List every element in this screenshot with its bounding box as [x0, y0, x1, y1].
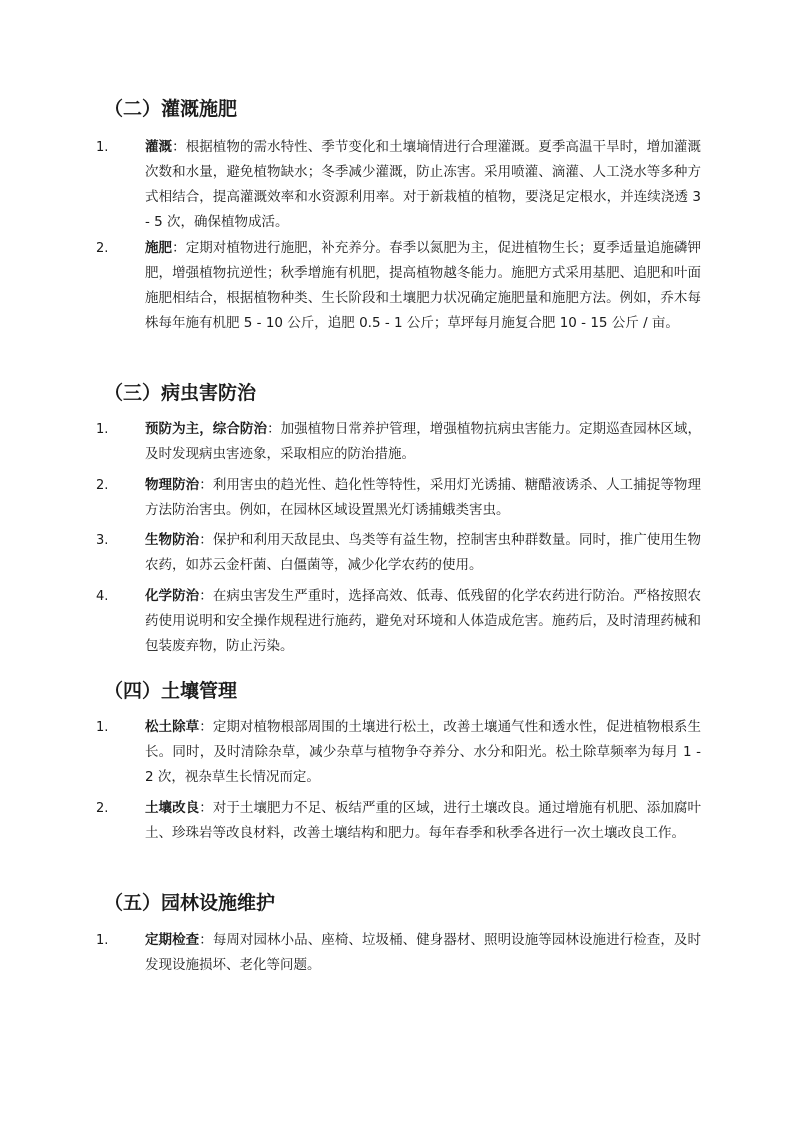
item-body: 每周对园林小品、座椅、垃圾桶、健身器材、照明设施等园林设施进行检查，及时发现设施损坏、老化等问题。 [145, 932, 701, 973]
item-separator: ： [267, 421, 281, 437]
list-number: 1. [96, 720, 109, 735]
item-term: 物理防治 [145, 477, 200, 493]
item-body: 根据植物的需水特性、季节变化和土壤墒情进行合理灌溉。夏季高温干旱时，增加灌溉次数和水量，避免植物缺水；冬季减少灌溉，防止冻害。采用喷灌、滴灌、人工浇水等多种方式相结合，提高灌溉效率和水资源利用率。对于新栽植的植物，要浇足定根水，并连续浇透 3 - 5 次，确保植物成活。 [145, 139, 701, 230]
list-number: 2. [96, 478, 109, 493]
list-number: 2. [96, 241, 109, 256]
list-text [145, 135, 701, 235]
item-term: 施肥 [145, 240, 173, 256]
item-body: 加强植物日常养护管理，增强植物抗病虫害能力。定期巡查园林区域，及时发现病虫害迹象，采取相应的防治措施。 [145, 421, 701, 462]
list-text [145, 473, 701, 523]
list-number: 1. [96, 933, 109, 948]
item-body: 定期对植物进行施肥，补充养分。春季以氮肥为主，促进植物生长；夏季适量追施磷钾肥，增强植物抗逆性；秋季增施有机肥，提高植物越冬能力。施肥方式采用基肥、追肥和叶面施肥相结合，根据植物种类、生长阶段和土壤肥力状况确定施肥量和施肥方法。例如，乔木每株每年施有机肥 5 - 10 公斤，追肥 0.5 - 1 公斤；草坪每月施复合肥 10 - 15 公斤 / 亩。 [145, 240, 701, 331]
item-body: 在病虫害发生严重时，选择高效、低毒、低残留的化学农药进行防治。严格按照农药使用说明和安全操作规程进行施药，避免对环境和人体造成危害。施药后，及时清理药械和包装废弃物，防止污染。 [145, 588, 701, 654]
list-number: 1. [96, 140, 109, 155]
item-separator: ： [199, 532, 213, 548]
item-term: 化学防治 [145, 588, 200, 604]
item-term: 松土除草 [145, 719, 200, 735]
section-title-pest-control: （三）病虫害防治 [104, 382, 257, 404]
list-number: 3. [96, 533, 109, 548]
section-title-soil-management: （四）土壤管理 [104, 680, 238, 702]
list-number: 4. [96, 589, 109, 604]
item-term: 灌溉 [145, 139, 173, 155]
item-separator: ： [199, 800, 213, 816]
item-separator: ： [199, 932, 213, 948]
item-separator: ： [199, 588, 213, 604]
item-term: 定期检查 [145, 932, 200, 948]
list-number: 1. [96, 422, 109, 437]
item-term: 预防为主，综合防治 [145, 421, 268, 437]
item-term: 生物防治 [145, 532, 200, 548]
item-body: 利用害虫的趋光性、趋化性等特性，采用灯光诱捕、糖醋液诱杀、人工捕捉等物理方法防治害虫。例如，在园林区域设置黑光灯诱捕蛾类害虫。 [145, 477, 701, 518]
item-separator: ： [172, 240, 186, 256]
item-body: 定期对植物根部周围的土壤进行松土，改善土壤通气性和透水性，促进植物根系生长。同时，及时清除杂草，减少杂草与植物争夺养分、水分和阳光。松土除草频率为每月 1 - 2 次，视杂草生长情况而定。 [145, 719, 701, 785]
item-body: 对于土壤肥力不足、板结严重的区域，进行土壤改良。通过增施有机肥、添加腐叶土、珍珠岩等改良材料，改善土壤结构和肥力。每年春季和秋季各进行一次土壤改良工作。 [145, 800, 701, 841]
list-number: 2. [96, 801, 109, 816]
list-text [145, 796, 701, 846]
list-text [145, 715, 701, 790]
list-text [145, 928, 701, 978]
item-separator: ： [172, 139, 186, 155]
list-text [145, 528, 701, 578]
list-text [145, 584, 701, 659]
item-term: 土壤改良 [145, 800, 200, 816]
list-text [145, 417, 701, 467]
section-title-irrigation: （二）灌溉施肥 [104, 98, 238, 120]
item-separator: ： [199, 719, 213, 735]
section-title-facility-maintenance: （五）园林设施维护 [104, 892, 276, 914]
item-separator: ： [199, 477, 213, 493]
list-text [145, 236, 701, 336]
item-body: 保护和利用天敌昆虫、鸟类等有益生物，控制害虫种群数量。同时，推广使用生物农药，如苏云金杆菌、白僵菌等，减少化学农药的使用。 [145, 532, 701, 573]
